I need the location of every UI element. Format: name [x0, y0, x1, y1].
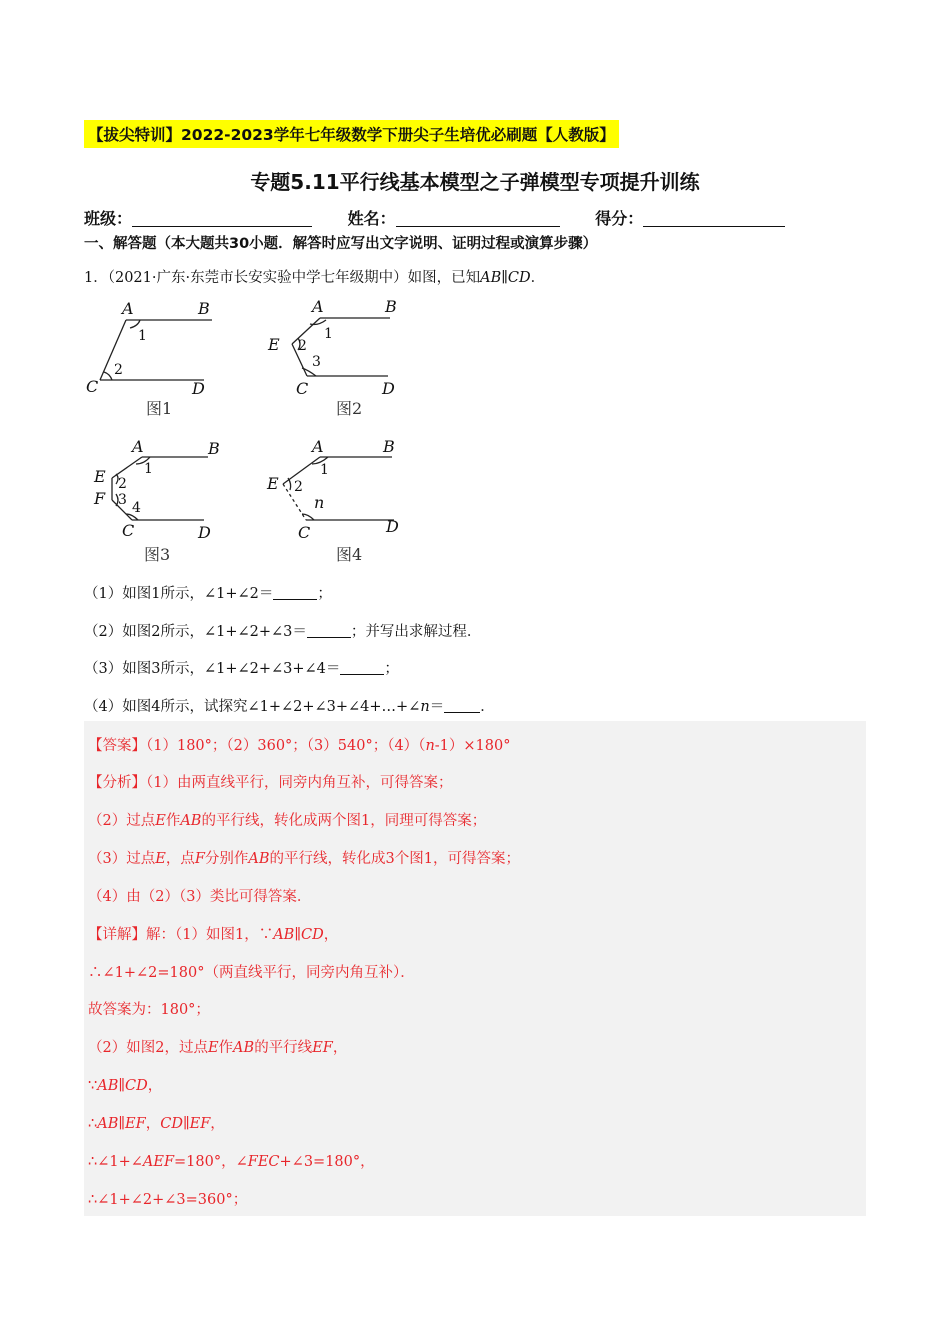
score-blank[interactable]: [643, 210, 785, 227]
analysis-line-1: 【分析】（1）由两直线平行，同旁内角互补，可得答案；: [88, 775, 453, 791]
class-field: 班级：: [84, 206, 312, 229]
fig1-label-a: A: [122, 299, 134, 318]
fig4-label-b: B: [383, 437, 395, 456]
page-title: 专题5.11平行线基本模型之子弹模型专项提升训练: [250, 170, 700, 194]
class-blank[interactable]: [132, 210, 312, 227]
fig2-label-d: D: [382, 379, 395, 398]
detail-line-4: （2）如图2，过点E作AB的平行线EF，: [88, 1040, 348, 1056]
fig3-caption: 图3: [144, 545, 171, 564]
figures-svg: [80, 292, 440, 572]
fig4-angle-2: 2: [294, 479, 303, 495]
part-4: （4）如图4所示，试探究∠1+∠2+∠3+∠4+…+∠n＝ ．: [84, 699, 495, 715]
fig2-label-b: B: [385, 297, 397, 316]
fig3-angle-2: 2: [118, 476, 127, 492]
fig3-angle-1: 1: [144, 461, 153, 477]
fig2-label-a: A: [312, 297, 324, 316]
analysis-line-3: （3）过点E，点F分别作AB的平行线，转化成3个图1，可得答案；: [88, 851, 520, 867]
detail-line-5: ∵AB∥CD，: [88, 1078, 163, 1094]
part-1-blank[interactable]: [273, 585, 317, 600]
part-1: （1）如图1所示，∠1+∠2＝ ；: [84, 586, 332, 602]
fig1-angle-2: 2: [114, 362, 123, 378]
detail-line-3: 故答案为：180°；: [88, 1002, 210, 1018]
fig1-label-d: D: [192, 379, 205, 398]
fig4-label-a: A: [312, 437, 324, 456]
analysis-line-2: （2）过点E作AB的平行线，转化成两个图1，同理可得答案；: [88, 813, 487, 829]
fig4-label-d: D: [386, 517, 399, 536]
fig4-label-e: E: [267, 474, 279, 493]
fig4-label-c: C: [298, 523, 311, 542]
figures: [80, 292, 440, 572]
fig3-label-c: C: [122, 521, 135, 540]
fig3-label-a: A: [132, 437, 144, 456]
answer-line: 【答案】（1）180°；（2）360°；（3）540°；（4）（n-1）×180°: [88, 738, 511, 754]
fig4-angle-n: n: [314, 493, 325, 512]
fig3-angle-4: 4: [132, 500, 141, 516]
part-2: （2）如图2所示，∠1+∠2+∠3＝ ；并写出求解过程．: [84, 624, 482, 640]
fig3-label-b: B: [208, 439, 220, 458]
fig1-label-b: B: [198, 299, 210, 318]
fig3-label-d: D: [198, 523, 211, 542]
fig2-angle-3: 3: [312, 354, 321, 370]
fig1-angle-1: 1: [138, 328, 147, 344]
fig2-label-e: E: [268, 335, 280, 354]
fig2-angle-2: 2: [298, 338, 307, 354]
part-4-blank[interactable]: [444, 698, 480, 713]
fig2-label-c: C: [296, 379, 309, 398]
student-info-fields: [84, 206, 785, 229]
fig1-caption: 图1: [146, 399, 173, 418]
series-banner: 【拔尖特训】2022-2023学年七年级数学下册尖子生培优必刷题【人教版】: [84, 120, 619, 148]
fig2-caption: 图2: [336, 399, 363, 418]
question-intro: 1．（2021·广东·东莞市长安实验中学七年级期中）如图，已知AB∥CD．: [84, 270, 546, 286]
section-heading: 一、解答题（本大题共30小题．解答时应写出文字说明、证明过程或演算步骤）: [84, 236, 598, 252]
fig4-angle-1: 1: [320, 462, 329, 478]
part-2-blank[interactable]: [307, 623, 351, 638]
name-blank[interactable]: [396, 210, 560, 227]
fig4-caption: 图4: [336, 545, 363, 564]
part-3: （3）如图3所示，∠1+∠2+∠3+∠4＝ ；: [84, 661, 399, 677]
analysis-line-4: （4）由（2）（3）类比可得答案．: [88, 889, 312, 905]
name-field: 姓名：: [348, 206, 560, 229]
detail-line-2: ∴∠1+∠2=180°（两直线平行，同旁内角互补）．: [88, 965, 415, 981]
detail-line-8: ∴∠1+∠2+∠3=360°；: [88, 1192, 248, 1208]
fig3-label-f: F: [94, 489, 106, 508]
score-field: 得分：: [595, 206, 785, 229]
fig2-angle-1: 1: [324, 326, 333, 342]
part-3-blank[interactable]: [340, 660, 384, 675]
fig1-label-c: C: [86, 377, 99, 396]
detail-line-6: ∴AB∥EF，CD∥EF，: [88, 1116, 225, 1132]
fig3-label-e: E: [94, 467, 106, 486]
detail-line-7: ∴∠1+∠AEF=180°，∠FEC+∠3=180°，: [88, 1154, 375, 1170]
detail-line-1: 【详解】解：（1）如图1，∵AB∥CD，: [88, 927, 339, 943]
fig3-angle-3: 3: [118, 492, 127, 508]
